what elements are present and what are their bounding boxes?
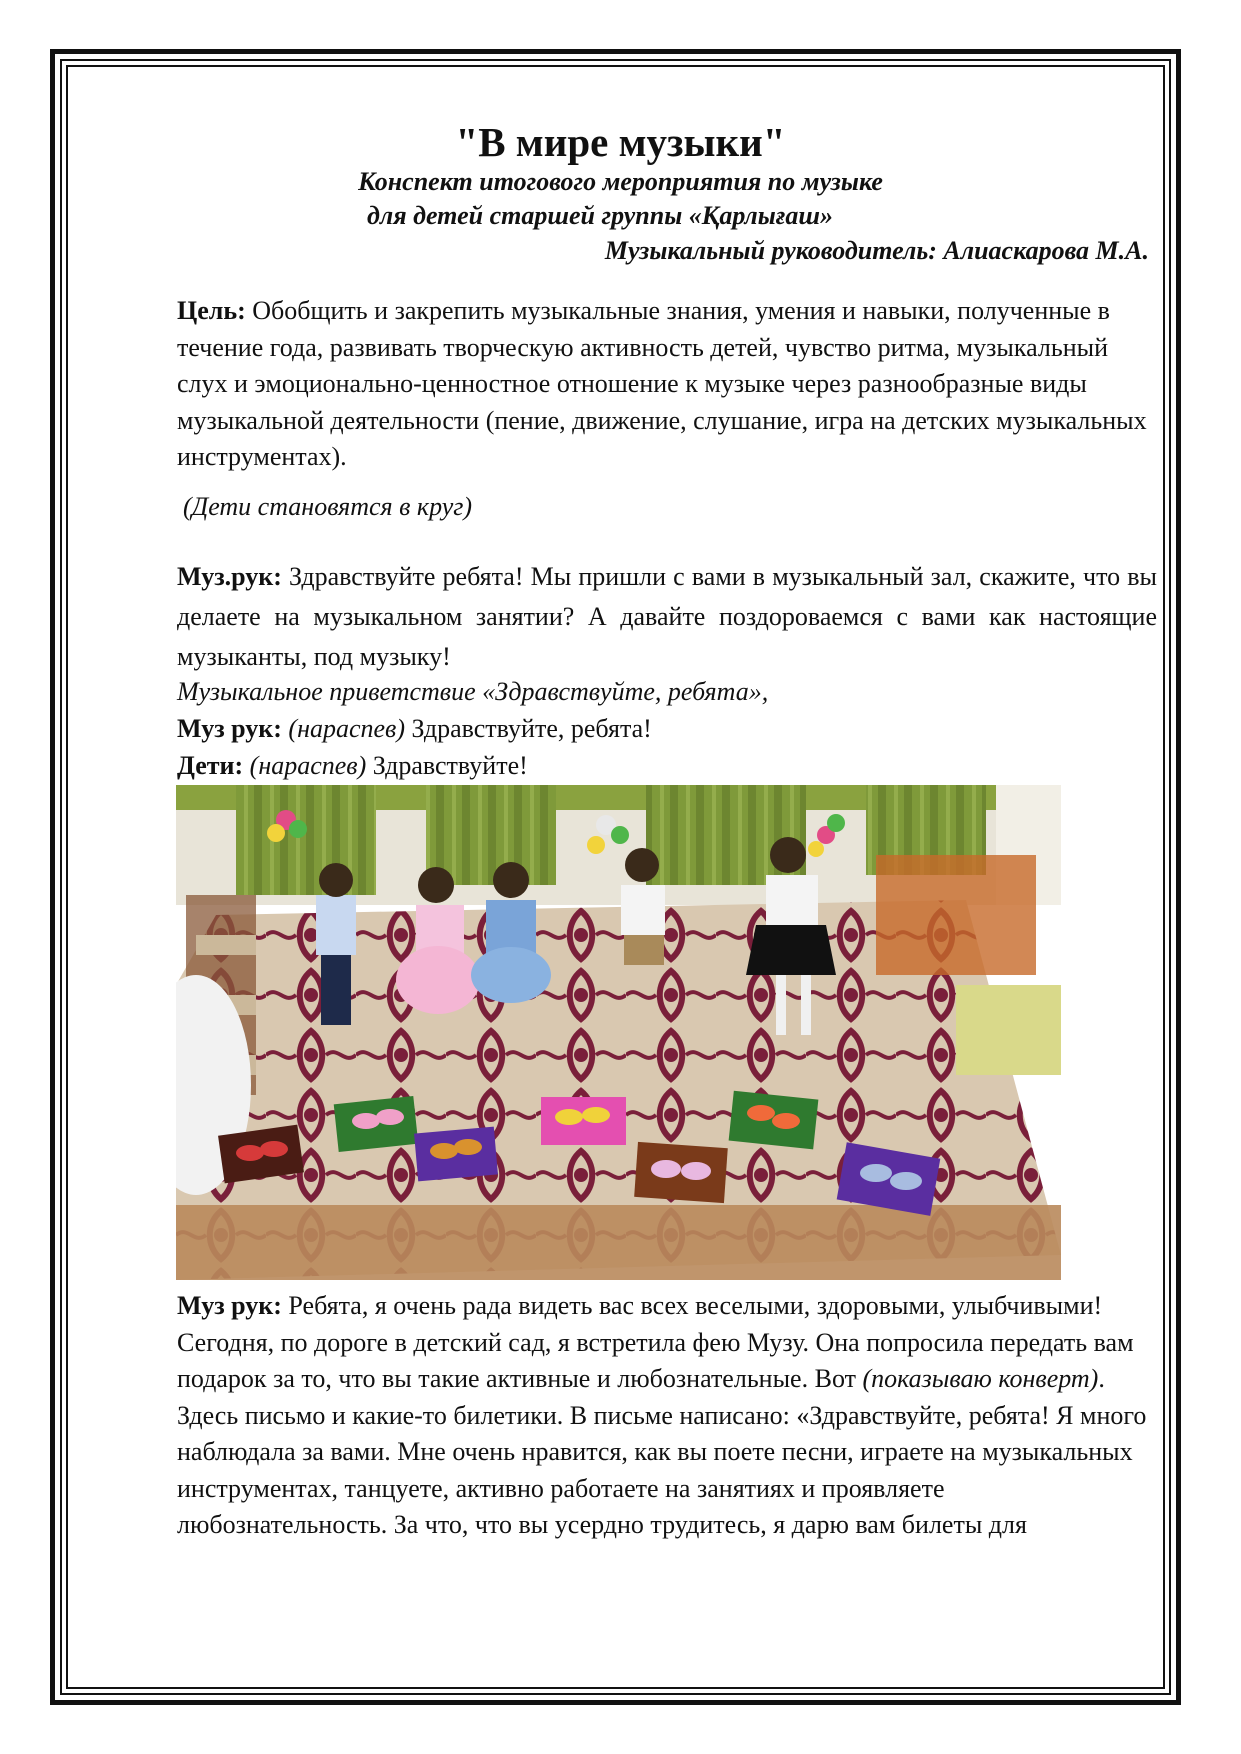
document-subtitle-line1: Конспект итогового мероприятия по музыке bbox=[358, 167, 883, 196]
dialogue-2-speaker: Муз рук: bbox=[177, 714, 282, 743]
goal-text: Обобщить и закрепить музыкальные знания, умения и навыки, полученные в течение года, развивать творческую активность детей, чувство ритма, музыкальный слух и эмоционально-ценностное отношение к музыке через разнообразные виды музыкальной деятельности (пение, движение, слушание, игра на детских музыкальных инструментах). bbox=[177, 296, 1147, 471]
dialogue-2-text: Здравствуйте, ребята! bbox=[405, 714, 652, 743]
greeting-title: Музыкальное приветствие «Здравствуйте, ребята», bbox=[177, 677, 769, 706]
dialogue-4 bbox=[177, 1288, 1157, 1544]
goal-paragraph bbox=[177, 293, 1157, 476]
document-author-line: Музыкальный руководитель: Алиаскарова М.А. bbox=[604, 236, 1149, 265]
dialogue-3-speaker: Дети: bbox=[177, 751, 244, 780]
stage-direction: (Дети становятся в круг) bbox=[183, 492, 473, 521]
dialogue-3-direction: (нараспев) bbox=[243, 751, 367, 780]
dialogue-1-speaker: Муз.рук: bbox=[177, 562, 282, 591]
dialogue-4-text-before: Ребята, я очень рада видеть вас всех веселыми, здоровыми, улыбчивыми! Сегодня, по дороге в детский сад, я встретила фею Музу. Она попросила передать вам подарок за то, что вы такие активные и любознательные. Вот bbox=[177, 1291, 1134, 1393]
dialogue-3-text: Здравствуйте! bbox=[366, 751, 528, 780]
dialogue-1 bbox=[177, 557, 1157, 677]
goal-label: Цель: bbox=[177, 296, 246, 325]
classroom-photo bbox=[176, 785, 1061, 1280]
dialogue-3 bbox=[177, 748, 1157, 785]
dialogue-2-direction: (нараспев) bbox=[281, 714, 405, 743]
dialogue-4-speaker: Муз рук: bbox=[177, 1291, 282, 1320]
dialogue-4-text-after: . Здесь письмо и какие-то билетики. В письме написано: «Здравствуйте, ребята! Я много наблюдала за вами. Мне очень нравится, как вы поете песни, играете на музыкальных инструментах, танцуете, активно работаете на занятиях и проявляете любознательность. За что, что вы усердно трудитесь, я дарю вам билеты для bbox=[177, 1364, 1147, 1539]
document-subtitle-line2: для детей старшей группы «Қарлығаш» bbox=[366, 201, 834, 230]
dialogue-4-direction: (показываю конверт) bbox=[862, 1364, 1099, 1393]
dialogue-2 bbox=[177, 711, 1157, 748]
dialogue-1-text: Здравствуйте ребята! Мы пришли с вами в музыкальный зал, скажите, что вы делаете на музыкальном занятии? А давайте поздороваемся с вами как настоящие музыканты, под музыку! bbox=[177, 562, 1157, 671]
document-title: "В мире музыки" bbox=[455, 119, 786, 165]
